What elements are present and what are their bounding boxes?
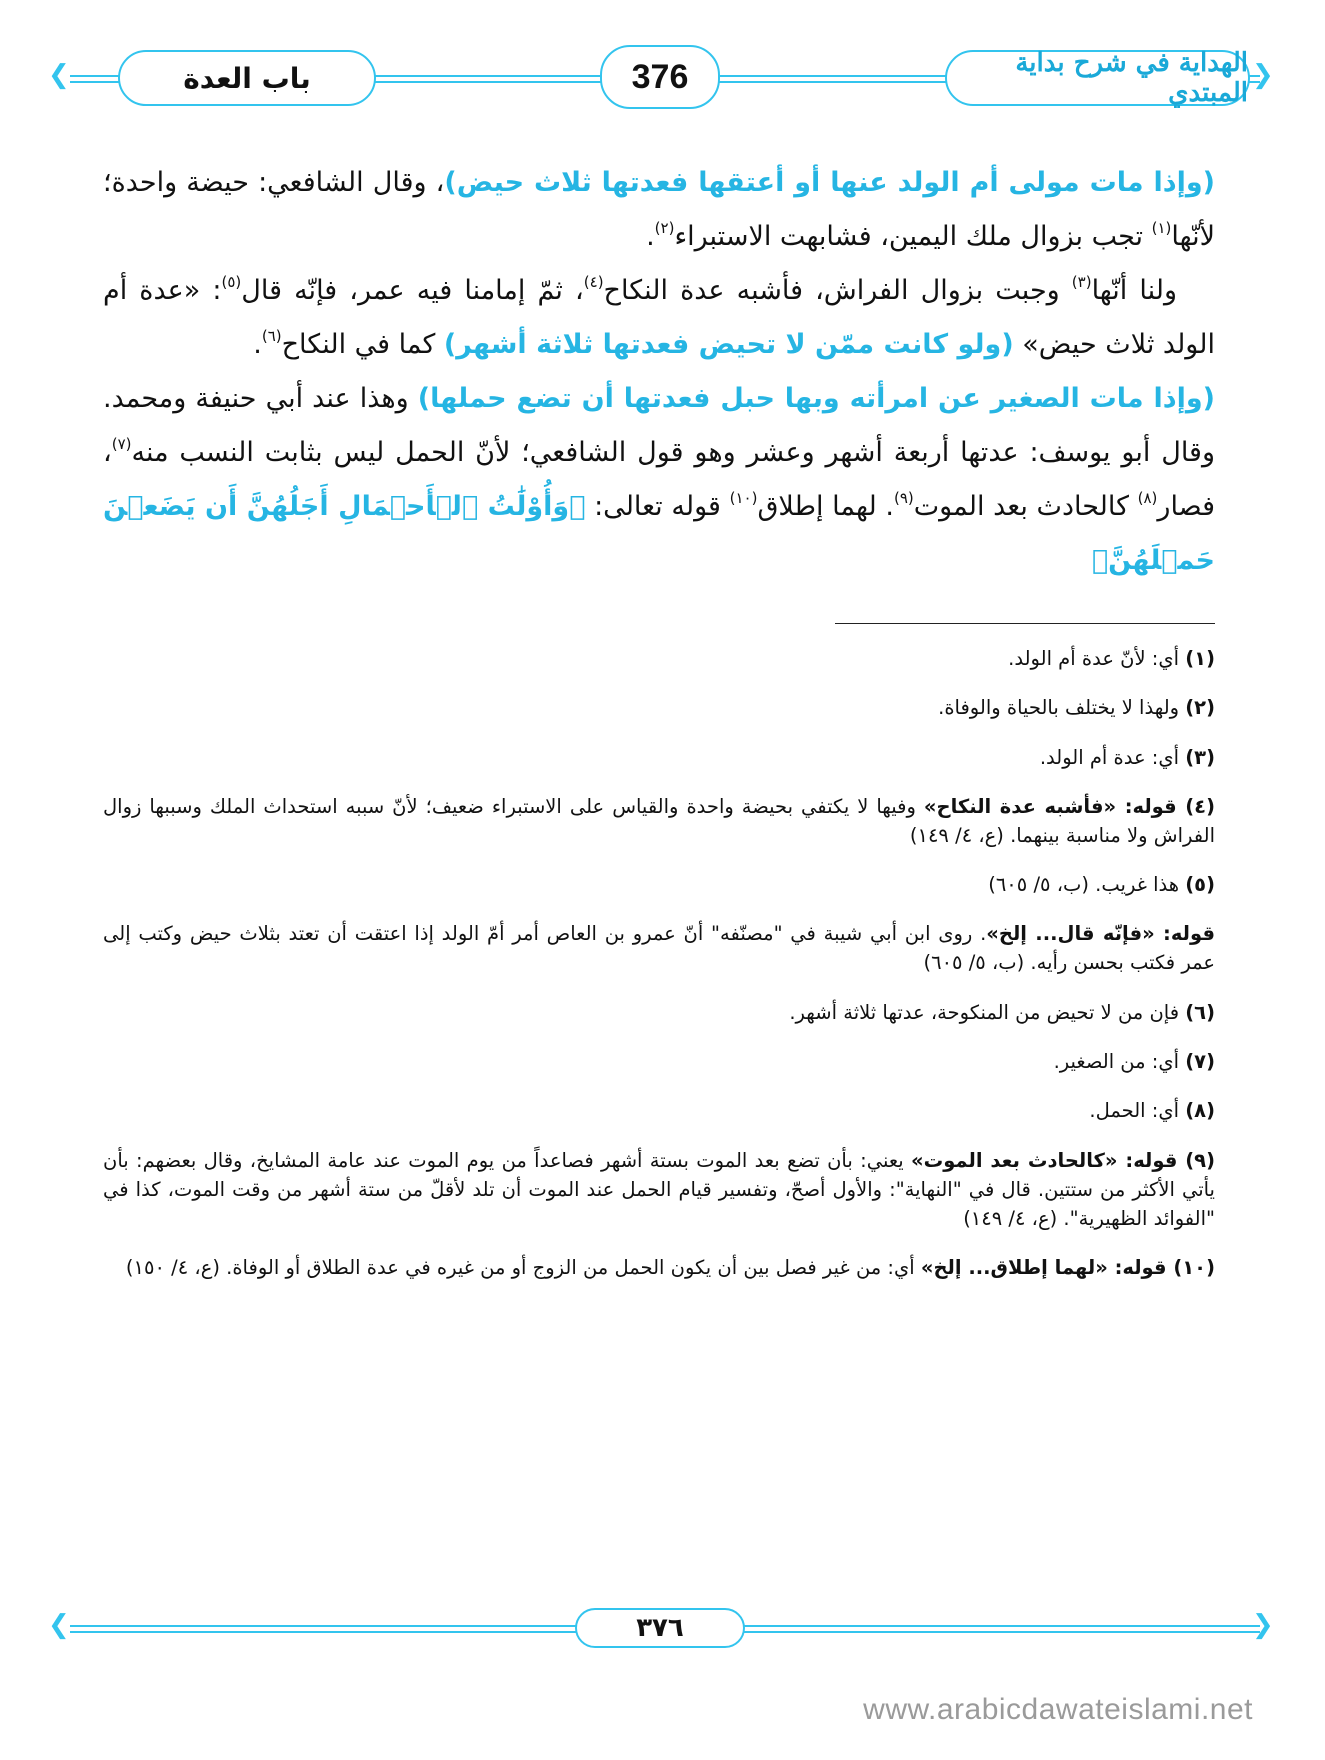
footnote-4 bbox=[103, 792, 1215, 850]
footnote-8 bbox=[103, 1096, 1215, 1125]
sharh-text: ولنا أنّها bbox=[1091, 275, 1177, 306]
footnote-separator bbox=[835, 623, 1215, 624]
footnote-text: أي: الحمل. bbox=[1089, 1099, 1186, 1123]
footnote-ref-7[interactable]: (٧) bbox=[111, 435, 132, 453]
footnotes bbox=[103, 644, 1215, 1302]
sharh-text: كالحادث بعد الموت bbox=[913, 491, 1138, 522]
footnote-lead: قوله: «فأشبه عدة النكاح» bbox=[923, 794, 1186, 818]
footnote-10 bbox=[103, 1253, 1215, 1282]
footnote-ref-10[interactable]: (١٠) bbox=[729, 489, 758, 507]
footnote-ref-9[interactable]: (٩) bbox=[893, 489, 914, 507]
header-page-number: 376 bbox=[631, 57, 689, 96]
footnote-text: فإن من لا تحيض من المنكوحة، عدتها ثلاثة أشهر. bbox=[789, 1000, 1186, 1024]
paragraph-2 bbox=[103, 264, 1215, 372]
sharh-text: . bbox=[646, 221, 655, 252]
footnote-9 bbox=[103, 1146, 1215, 1233]
sharh-text: ، ثمّ إمامنا فيه عمر، فإنّه قال bbox=[241, 275, 584, 306]
sharh-text: . bbox=[253, 329, 262, 360]
sharh-text: وجبت بزوال الفراش، فأشبه عدة النكاح bbox=[603, 275, 1072, 306]
footnote-text: ولهذا لا يختلف بالحياة والوفاة. bbox=[938, 696, 1186, 720]
sharh-text: تجب بزوال ملك اليمين، فشابهت الاستبراء bbox=[674, 221, 1152, 252]
footnote-number: (٥) bbox=[1185, 873, 1215, 897]
paragraph-1 bbox=[103, 156, 1215, 264]
footnote-number: (٨) bbox=[1185, 1099, 1215, 1123]
footnote-number: (٤) bbox=[1185, 794, 1215, 818]
footnote-lead: قوله: «لهما إطلاق... إلخ» bbox=[920, 1255, 1174, 1279]
footnote-ref-4[interactable]: (٤) bbox=[583, 273, 604, 291]
sharh-text: : «عدة أم الولد ثلاث حيض» bbox=[103, 275, 1215, 360]
footnote-text: أي: لأنّ عدة أم الولد. bbox=[1008, 647, 1186, 670]
sharh-text: كما في النكاح bbox=[281, 329, 444, 360]
footnote-text: أي: من الصغير. bbox=[1053, 1050, 1186, 1074]
footnote-number: (٢) bbox=[1185, 696, 1215, 720]
sharh-text: . لهما إطلاق bbox=[757, 491, 894, 522]
sharh-text: ، فصار bbox=[103, 437, 1215, 522]
chapter-title-pill bbox=[118, 50, 376, 106]
footnote-text: وفيها لا يكتفي بحيضة واحدة والقياس على الاستبراء ضعيف؛ لأنّ سببه استحداث الملك وسببها زوال الفراش ولا مناسبة بينهما. (ع، ٤/ ١٤٩) bbox=[103, 794, 1215, 847]
footnote-1 bbox=[103, 644, 1215, 673]
book-title-pill bbox=[945, 50, 1250, 106]
footnote-lead: قوله: «كالحادث بعد الموت» bbox=[911, 1148, 1186, 1172]
footnote-text: يعني: بأن تضع بعد الموت بستة أشهر فصاعداً من يوم الموت عند عامة المشايخ، وقال بعضهم: بأن يأتي الأكثر من ستتين. قال في "النهاية": والأول أصحّ، وتفسير قيام الحمل عند الموت أن تلد لأقلّ من ستة أشهر من وقت الموت، كذا في "الفوائد الظهيرية". (ع، ٤/ ١٤٩) bbox=[103, 1148, 1215, 1230]
footnote-number: (١٠) bbox=[1173, 1255, 1215, 1279]
footnote-2 bbox=[103, 693, 1215, 722]
matn-text: (وإذا مات مولى أم الولد عنها أو أعتقها فعدتها ثلاث حيض) bbox=[444, 167, 1215, 198]
ornament-left-icon: ❮ bbox=[48, 60, 70, 90]
footnote-ref-3[interactable]: (٣) bbox=[1071, 273, 1092, 291]
sharh-text: قوله تعالى: bbox=[585, 491, 730, 522]
matn-text: (وإذا مات الصغير عن امرأته وبها حبل فعدتها أن تضع حملها) bbox=[417, 383, 1215, 414]
footnote-6 bbox=[103, 998, 1215, 1027]
footnote-text: أي: من غير فصل بين أن يكون الحمل من الزوج أو من غيره في عدة الطلاق أو الوفاة. (ع، ٤/ ١٥٠) bbox=[125, 1255, 921, 1279]
footnote-text: هذا غريب. (ب، ٥/ ٦٠٥) bbox=[988, 873, 1186, 897]
footnote-ref-5[interactable]: (٥) bbox=[221, 273, 242, 291]
footnote-ref-6[interactable]: (٦) bbox=[261, 327, 282, 345]
footnote-number: (٣) bbox=[1185, 745, 1215, 769]
footnote-number: (٦) bbox=[1185, 1000, 1215, 1024]
chapter-title: باب العدة bbox=[183, 61, 311, 95]
website-url[interactable]: www.arabicdawateislami.net bbox=[863, 1693, 1253, 1726]
footnote-ref-1[interactable]: (١) bbox=[1151, 219, 1172, 237]
main-text bbox=[103, 156, 1215, 588]
footnote-5 bbox=[103, 870, 1215, 899]
footnote-ref-2[interactable]: (٢) bbox=[654, 219, 675, 237]
footnote-number: (٩) bbox=[1185, 1148, 1215, 1172]
footer-ornament-right-icon: ❯ bbox=[1252, 1610, 1274, 1640]
footnote-number: (١) bbox=[1185, 647, 1215, 670]
footnote-number: (٧) bbox=[1185, 1050, 1215, 1074]
footnote-ref-8[interactable]: (٨) bbox=[1137, 489, 1158, 507]
footer-page-number: ٣٧٦ bbox=[636, 1613, 684, 1643]
footnote-text: . روى ابن أبي شيبة في "مصنّفه" أنّ عمرو بن العاص أمر أمّ الولد إذا اعتقت أن تعتد بثلاث حيض وكتب إلى عمر فكتب بحسن رأيه. (ب، ٥/ ٦٠٥) bbox=[103, 922, 1215, 975]
footer-ornament-left-icon: ❮ bbox=[48, 1610, 70, 1640]
footnote-3 bbox=[103, 743, 1215, 772]
footnote-7 bbox=[103, 1047, 1215, 1076]
footnote-5-addendum bbox=[103, 919, 1215, 977]
matn-text: (ولو كانت ممّن لا تحيض فعدتها ثلاثة أشهر) bbox=[443, 329, 1014, 360]
sharh-text: ، وقال الشافعي: حيضة واحدة؛ لأنّها bbox=[103, 167, 1215, 252]
sharh-text: وهذا عند أبي حنيفة ومحمد. وقال أبو يوسف: عدتها أربعة أشهر وعشر وهو قول الشافعي؛ لأنّ الحمل ليس بثابت النسب منه bbox=[103, 383, 1215, 468]
footnote-lead: قوله: «فإنّه قال... إلخ» bbox=[986, 922, 1215, 946]
page-number-pill bbox=[600, 45, 720, 109]
quran-verse: ﴿وَأُوْلَٰتُ ٱلۡأَحۡمَالِ أَجَلُهُنَّ أَن يَضَعۡنَ حَمۡلَهُنَّ﴾ bbox=[103, 491, 1215, 576]
footnote-text: أي: عدة أم الولد. bbox=[1039, 745, 1186, 769]
footer-page-number-pill bbox=[575, 1608, 745, 1648]
ornament-right-icon: ❯ bbox=[1252, 60, 1274, 90]
paragraph-3 bbox=[103, 372, 1215, 588]
book-title: الهداية في شرح بداية المبتدي bbox=[1015, 48, 1248, 108]
